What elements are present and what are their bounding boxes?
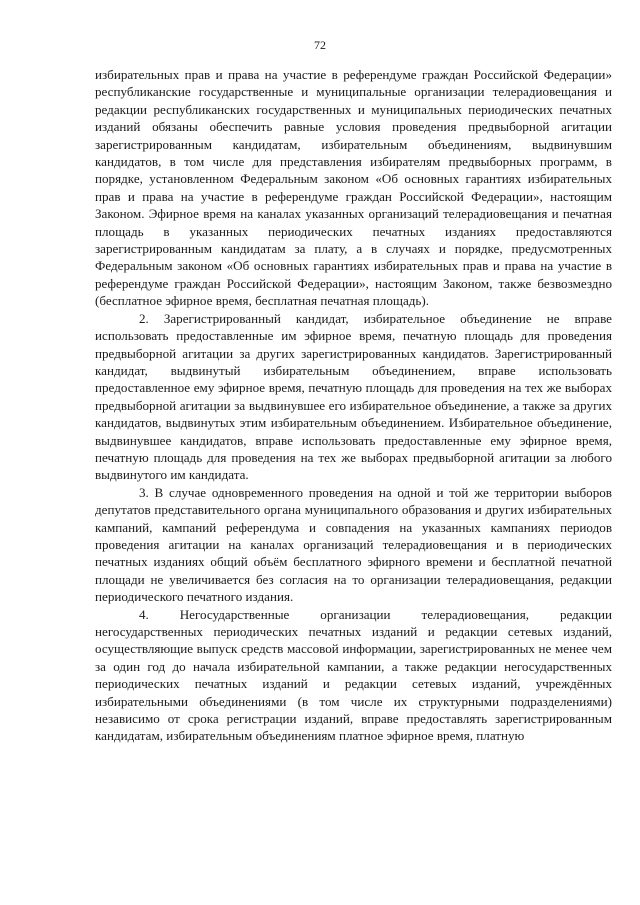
- paragraph-continued: избирательных прав и права на участие в референдуме граждан Российской Федерации» республиканские государственные и муниципальные организации телерадиовещания и редакции республиканских государственных и муниципальных периодических печатных изданий обязаны обеспечить равные условия проведения предвыборной агитации зарегистрированным кандидатам, избирательным объединениям, выдвинувшим кандидатов, в том числе для представления избирателям предвыборных программ, в порядке, установленном Федеральным законом «Об основных гарантиях избирательных прав и права на участие в референдуме граждан Российской Федерации», настоящим Законом. Эфирное время на каналах указанных организаций телерадиовещания и печатная площадь в указанных периодических печатных изданиях предоставляются зарегистрированным кандидатам за плату, а в случаях и порядке, предусмотренных Федеральным законом «Об основных гарантиях избирательных прав и права на участие в референдуме граждан Российской Федерации», настоящим Законом, также безвозмездно (бесплатное эфирное время, бесплатная печатная площадь).: [95, 67, 612, 309]
- page-number: 72: [314, 38, 326, 52]
- article-body: [95, 66, 612, 745]
- paragraph-2: 2. Зарегистрированный кандидат, избирательное объединение не вправе использовать предоставленные им эфирное время, печатную площадь для проведения предвыборной агитации за других зарегистрированных кандидатов. Зарегистрированный кандидат, выдвинутый избирательным объединением, вправе использовать предоставленное ему эфирное время, печатную площадь для проведения на тех же выборах предвыборной агитации за выдвинувшее его избирательное объединение, а также за других кандидатов, выдвинутых этим избирательным объединением. Избирательное объединение, выдвинувшее кандидатов, вправе использовать предоставленные ему эфирное время, печатную площадь для проведения на тех же выборах предвыборной агитации за любого выдвинутого им кандидата.: [95, 310, 612, 483]
- paragraph-3: 3. В случае одновременного проведения на одной и той же территории выборов депутатов представительного органа муниципального образования и других избирательных кампаний, кампаний референдума и совпадения на указанных кампаниях периодов проведения агитации на каналах организаций телерадиовещания и в периодических печатных изданиях общий объём бесплатного эфирного времени и бесплатной печатной площади не увеличивается без согласия на то организации телерадиовещания, редакции периодического печатного издания.: [95, 484, 612, 605]
- paragraph-4: 4. Негосударственные организации телерадиовещания, редакции негосударственных периодических печатных изданий и редакции сетевых изданий, осуществляющие выпуск средств массовой информации, зарегистрированных не менее чем за один год до начала избирательной кампании, а также редакции негосударственных периодических печатных изданий и редакции сетевых изданий, учреждённых избирательными объединениями (в том числе их структурными подразделениями) независимо от срока регистрации изданий, вправе предоставлять зарегистрированным кандидатам, избирательным объединениям платное эфирное время, платную: [95, 606, 612, 744]
